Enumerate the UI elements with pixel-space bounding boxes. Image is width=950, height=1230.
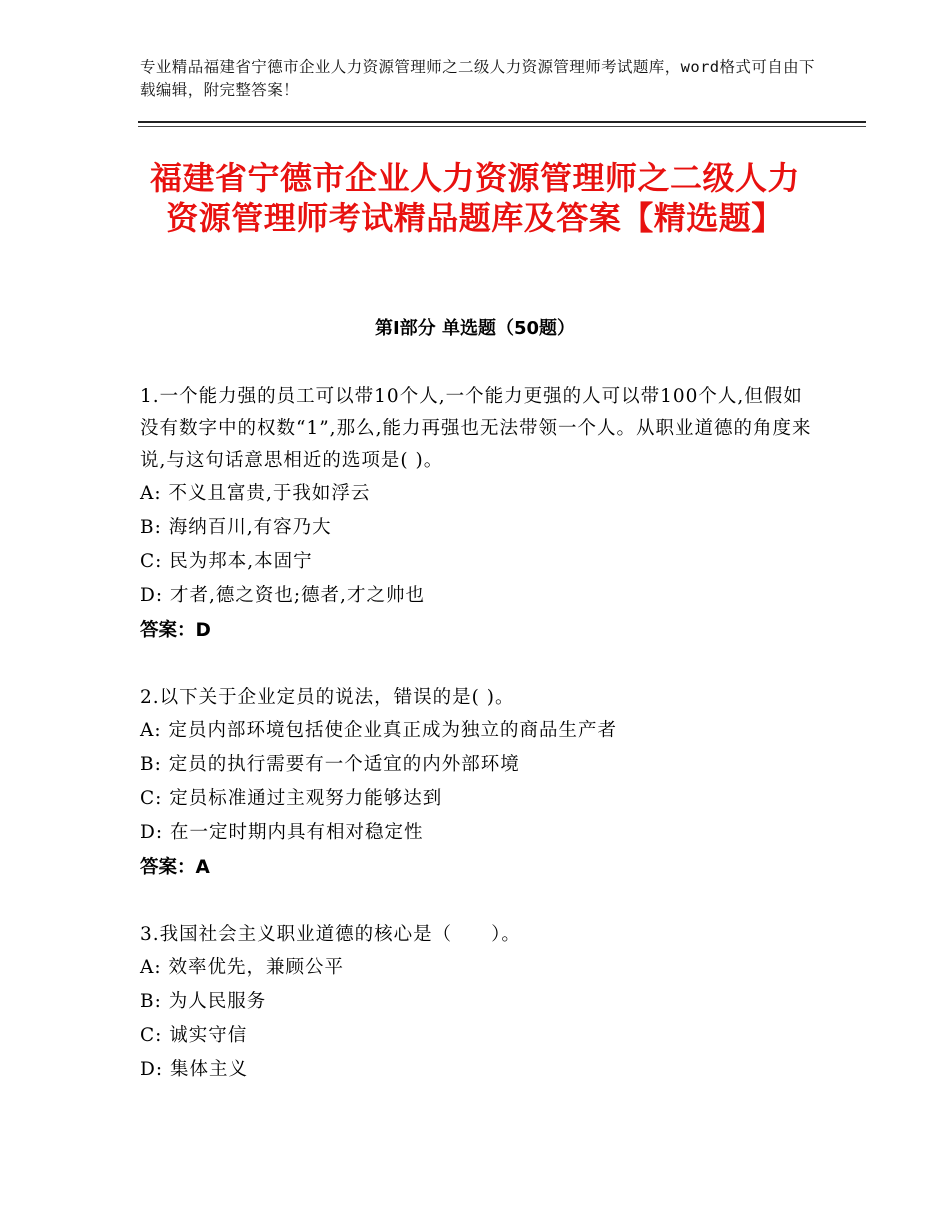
option-c: C: 诚实守信 — [140, 1025, 248, 1046]
option-a: A: 不义且富贵,于我如浮云 — [140, 483, 371, 504]
header-note: 专业精品福建省宁德市企业人力资源管理师之二级人力资源管理师考试题库，word格式可自由下载编辑，附完整答案！ — [140, 58, 815, 99]
answer: 答案：D — [140, 620, 211, 641]
question-list — [140, 381, 820, 1120]
option-a: A: 定员内部环境包括使企业真正成为独立的商品生产者 — [140, 720, 617, 741]
option-c: C: 民为邦本,本固宁 — [140, 551, 313, 572]
question-stem: 1.一个能力强的员工可以带10个人,一个能力更强的人可以带100个人,但假如没有数字中的权数“1”,那么,能力再强也无法带领一个人。从职业道德的角度来说,与这句话意思相近的选项是( )。 — [140, 386, 812, 471]
header-divider-thick — [138, 121, 866, 123]
option-c: C: 定员标准通过主观努力能够达到 — [140, 788, 443, 809]
question-stem: 3.我国社会主义职业道德的核心是（ ）。 — [140, 924, 521, 945]
section-title: 第Ⅰ部分 单选题（50题） — [374, 318, 575, 339]
option-d: D: 才者,德之资也;德者,才之帅也 — [140, 585, 425, 606]
question-stem: 2.以下关于企业定员的说法，错误的是( )。 — [140, 687, 515, 708]
option-d: D: 集体主义 — [140, 1059, 248, 1080]
option-b: B: 为人民服务 — [140, 991, 267, 1012]
question-2 — [140, 682, 820, 886]
option-a: A: 效率优先，兼顾公平 — [140, 957, 344, 978]
option-b: B: 海纳百川,有容乃大 — [140, 517, 332, 538]
option-b: B: 定员的执行需要有一个适宜的内外部环境 — [140, 754, 520, 775]
answer: 答案：A — [140, 857, 210, 878]
document-title: 福建省宁德市企业人力资源管理师之二级人力资源管理师考试精品题库及答案【精选题】 — [149, 159, 800, 237]
question-1 — [140, 381, 820, 649]
question-3 — [140, 919, 820, 1087]
header-divider-thin — [138, 126, 866, 127]
option-d: D: 在一定时期内具有相对稳定性 — [140, 822, 424, 843]
